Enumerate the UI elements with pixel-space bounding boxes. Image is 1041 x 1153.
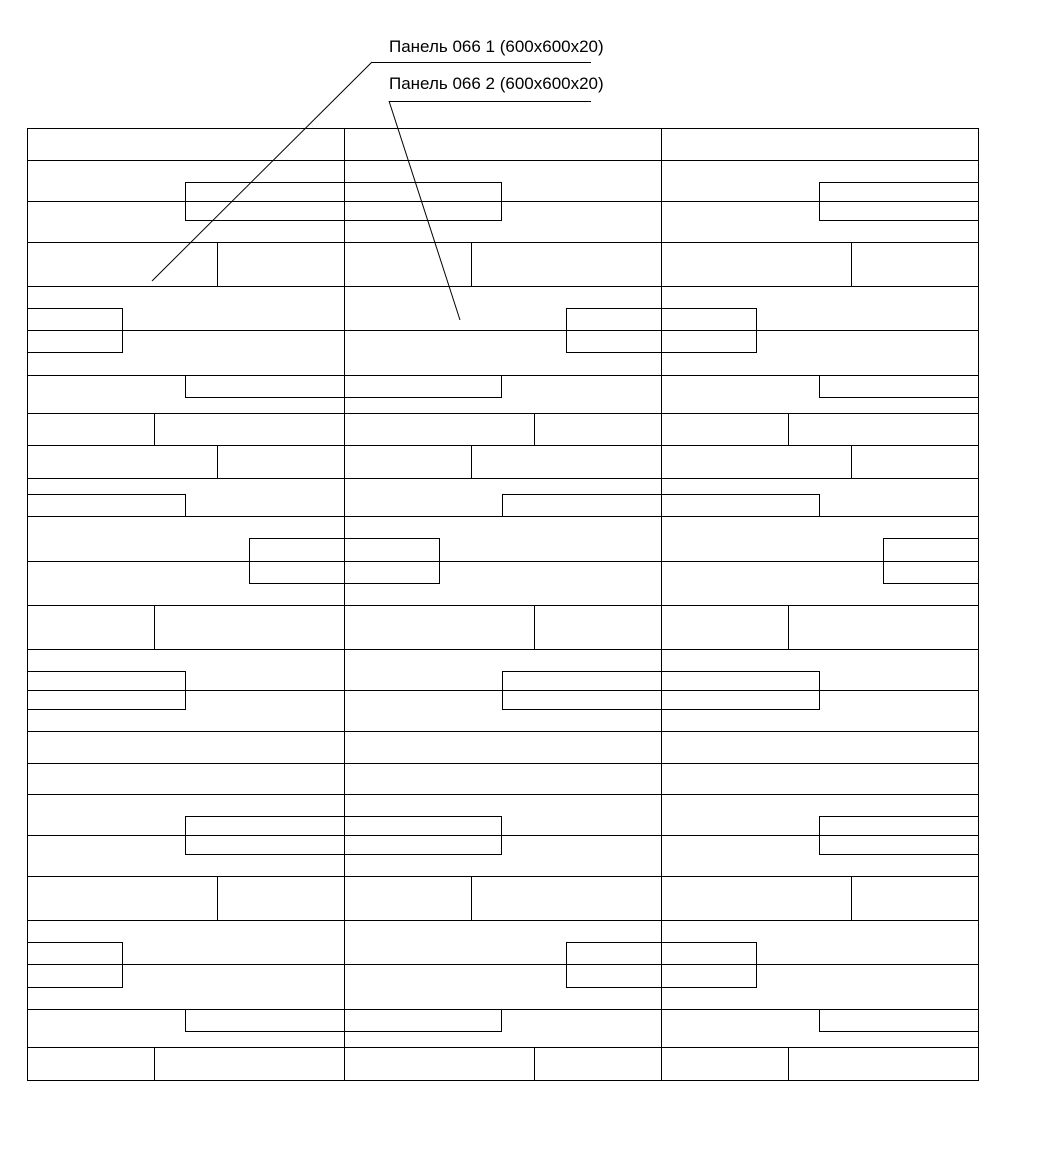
inset-panel <box>186 1010 502 1032</box>
mid-lines <box>27 202 978 965</box>
row-lines <box>27 161 978 1048</box>
inset-panel <box>186 376 502 398</box>
inset-panels <box>28 183 979 1032</box>
wall-outline <box>28 129 979 1081</box>
inset-panel <box>28 495 186 517</box>
panel-joints <box>155 242 852 1080</box>
callout-1-leader <box>152 62 372 281</box>
inset-panel <box>820 1010 979 1032</box>
inset-panel <box>820 376 979 398</box>
callout-2-label: Панель 066 2 (600x600x20) <box>389 74 604 93</box>
callout-2-leader <box>389 101 460 320</box>
callout-1-label: Панель 066 1 (600x600x20) <box>389 37 604 56</box>
callout-2 <box>389 74 604 320</box>
